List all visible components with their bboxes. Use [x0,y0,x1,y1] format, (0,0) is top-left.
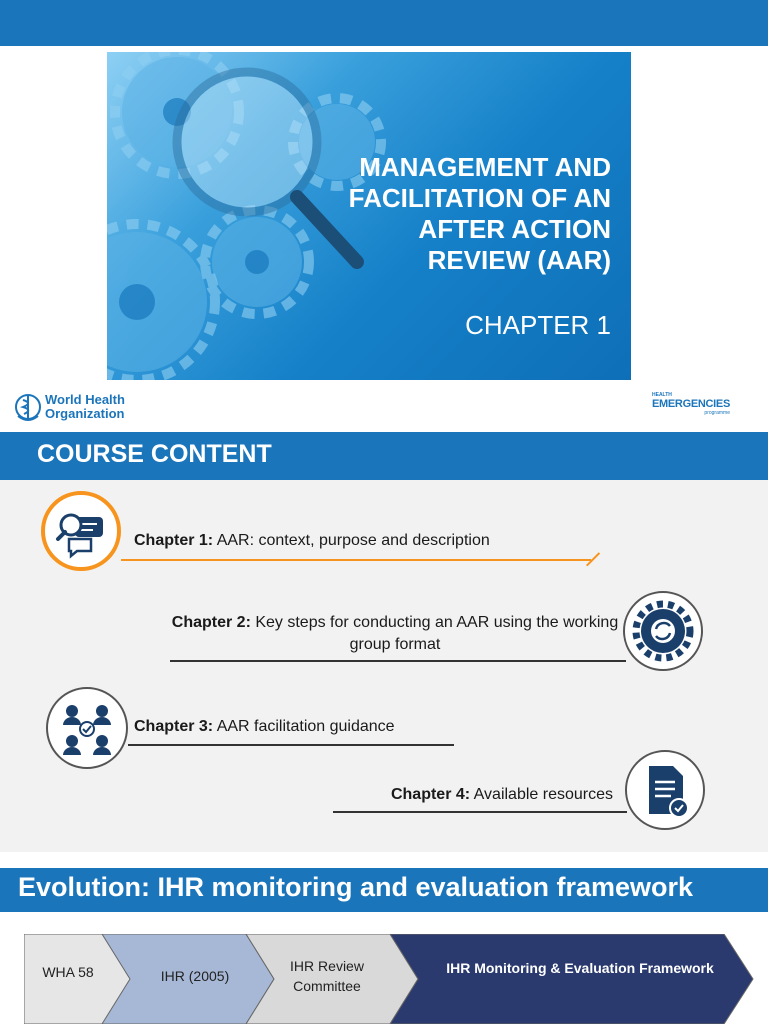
health-emergencies-logo [652,392,742,424]
chapter1-text: AAR: context, purpose and description [216,532,490,549]
who-logo-text [45,393,125,421]
chapter4-text: Available resources [473,786,613,803]
top-bar [0,0,768,46]
cover-image [107,52,631,380]
chapter1-underline [121,559,591,561]
chapter3-item[interactable] [134,716,395,738]
chapter2-text: Key steps for conducting an AAR using the working group format [255,614,619,653]
chevron-step-4 [390,934,753,1024]
chapter1-label: Chapter 1: [134,532,214,549]
hep-logo-small: HEALTH [652,392,672,398]
chapter1-icon-circle [41,491,121,571]
chapter2-item[interactable] [170,612,620,656]
gear-cycle-icon [625,593,701,669]
who-logo-line2: Organization [45,406,125,421]
search-chat-icon [45,495,117,567]
chapter2-icon-circle [623,591,703,671]
people-flow-icon [48,689,126,767]
step2-label: IHR (2005) [160,968,230,984]
chapter4-label: Chapter 4: [390,786,471,803]
chapter4-underline [333,811,627,813]
evolution-chevron-flow [24,934,754,1024]
step1-label: WHA 58 [42,964,94,980]
document-check-icon [627,752,703,828]
chapter4-item[interactable] [320,784,613,806]
chapter2-label: Chapter 2: [171,614,251,631]
step3-label: IHR Review Committee [290,958,364,994]
chapter4-icon-circle [625,750,705,830]
course-title: MANAGEMENT AND FACILITATION OF AN AFTER ACTION REVIEW (AAR) [348,152,611,275]
hep-logo-sub: programme [704,410,730,416]
who-emblem-icon [14,392,42,424]
chapter3-label: Chapter 3: [134,718,214,735]
chapter1-item[interactable] [134,530,490,552]
evolution-title: Evolution: IHR monitoring and evaluation framework [18,872,694,902]
chapter3-text: AAR facilitation guidance [216,718,395,735]
step4-label: IHR Monitoring & Evaluation Framework [446,960,714,976]
hep-logo-main: EMERGENCIES [652,398,730,410]
chapter-number: CHAPTER 1 [465,310,611,340]
chapter3-underline [128,744,454,746]
who-logo-line1: World Health [45,392,125,407]
chapter3-icon-circle [46,687,128,769]
chapter2-underline [170,660,626,662]
course-content-title: COURSE CONTENT [37,440,272,468]
